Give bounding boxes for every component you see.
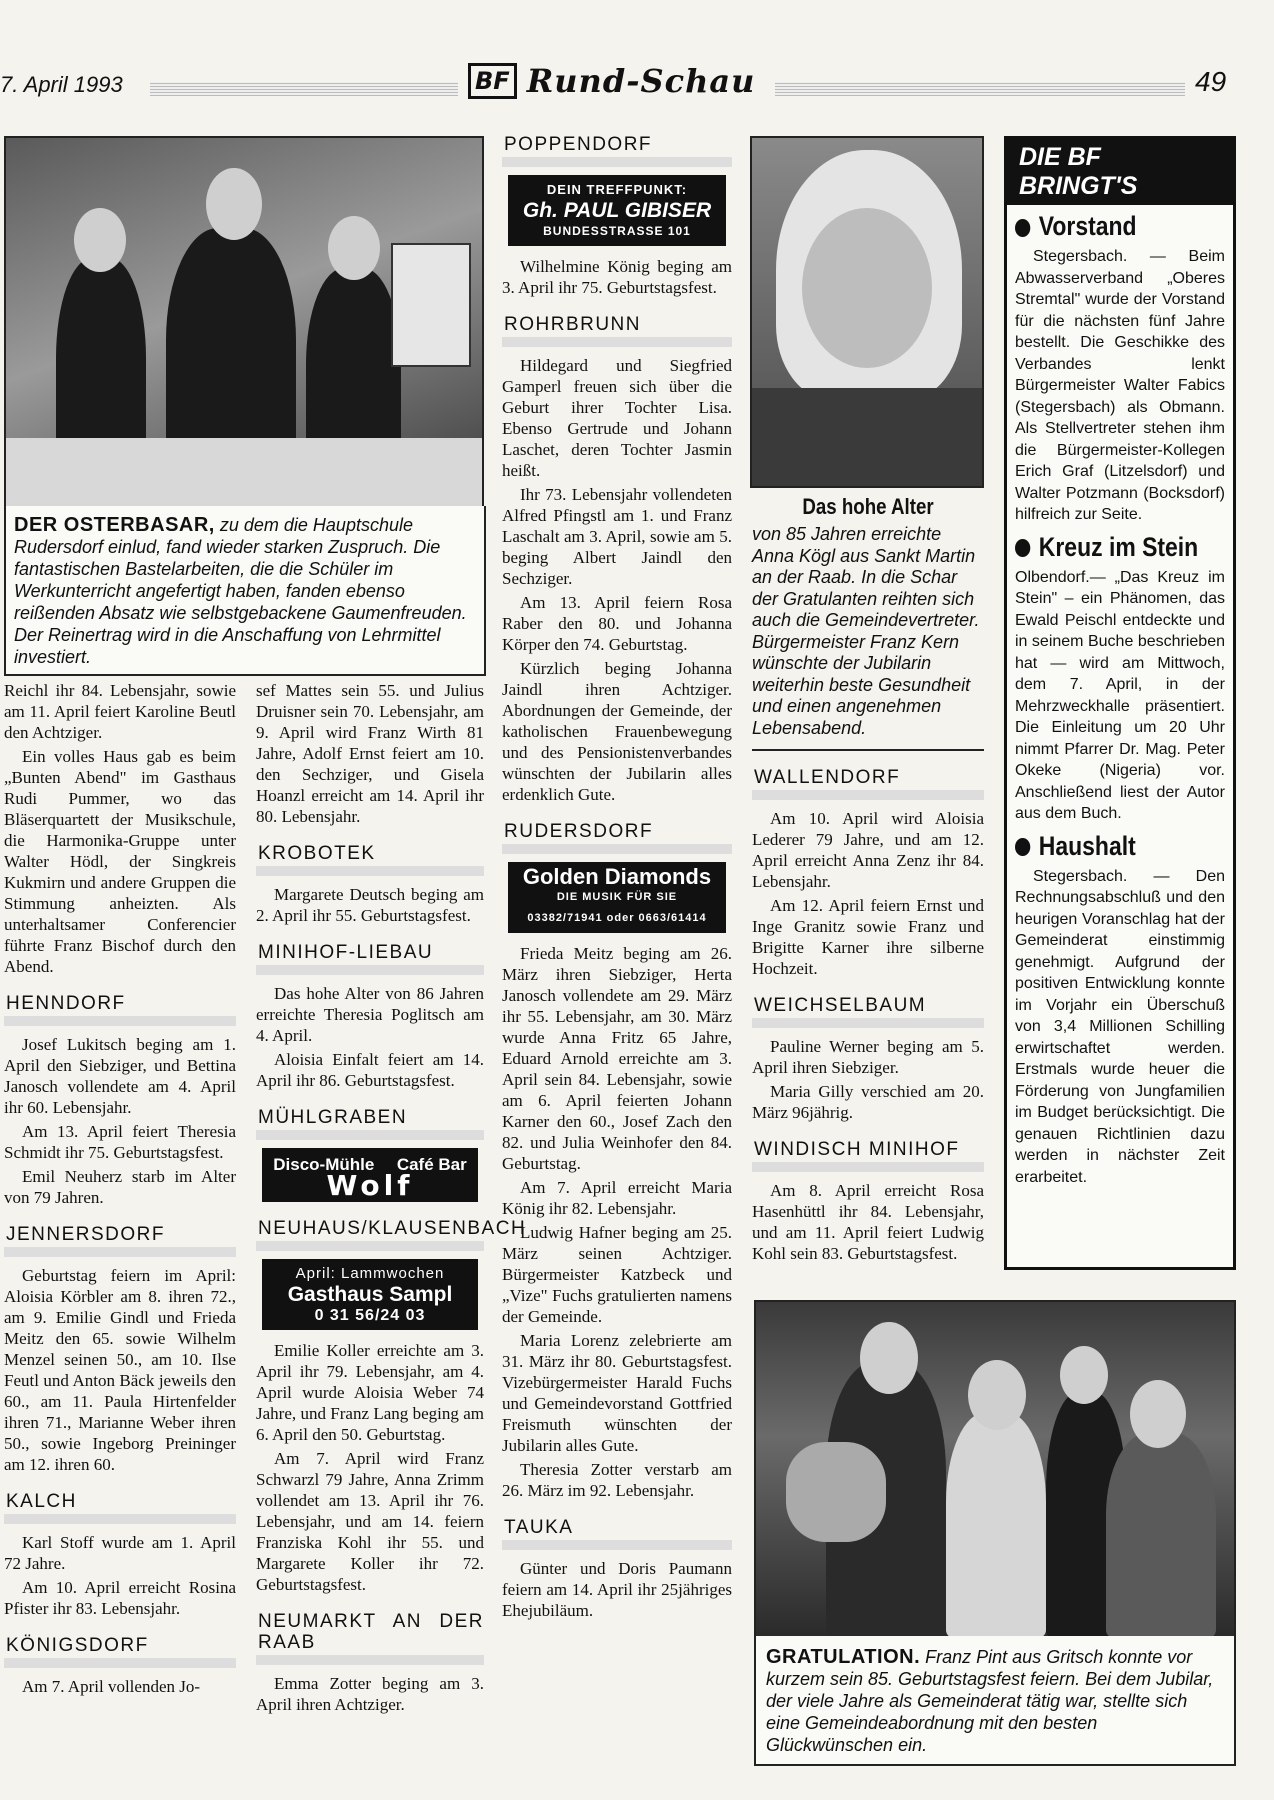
ad-gasthaus-sampl	[262, 1259, 478, 1330]
col3-paragraph: Ludwig Hafner beging am 25. März seinen Achtziger. Bürgermeister Katzbeck und „Vize" Fuchs gratulierten namens der Gemeinde.	[502, 1223, 732, 1326]
col1-paragraph: Emil Neuherz starb im Alter von 79 Jahren.	[4, 1167, 236, 1207]
col2-paragraph: Aloisia Einfalt feiert am 14. April ihr 86. Geburtstagsfest.	[256, 1050, 484, 1090]
column-1	[4, 680, 236, 1700]
col4-paragraph: Am 12. April feiern Ernst und Inge Granitz sowie Franz und Brigitte Karner ihre silberne Hochzeit.	[752, 896, 984, 978]
col2-paragraph: Emilie Koller erreichte am 3. April ihr 79. Lebensjahr, am 4. April wurde Aloisia Weber 74 Jahre, und Franz Lang beging am 6. April den 50. Geburtstag.	[256, 1341, 484, 1444]
column-2	[256, 680, 527, 1718]
section-heading-wallendorf: WALLENDORF	[752, 761, 984, 800]
photo-title: Das hohe Alter	[802, 494, 934, 519]
sidebar-title: DIE BF BRINGT'S	[1007, 139, 1233, 205]
bullet-icon	[1015, 539, 1030, 557]
ad-line: April: Lammwochen	[295, 1265, 445, 1282]
sidebar-paragraph: Stegersbach. — Beim Abwasserverband „Oberes Stremtal" wurde der Vorstand für die nächsten fünf Jahre bestellt. Die Geschikke des Verbandes lenkt Bürgermeister Walter Fabics (Stegersbach) als Obmann. Als Stellvertreter stehen ihm die Bürgermeister-Kollegen Erich Graf (Litzelsdorf) und Walter Potzmann (Bocksdorf) hilfreich zur Seite.	[1015, 248, 1225, 523]
ad-line: Wolf	[326, 1169, 414, 1202]
col3-paragraph: Maria Lorenz zelebrierte am 31. März ihr 80. Geburtstagsfest. Vizebürgermeister Harald Fuchs und Gemeindevorstand Gottfried Freismuth wünschten der Jubilarin alles Gute.	[502, 1331, 732, 1455]
header-rule-left	[150, 82, 458, 96]
col3-paragraph: Kürzlich beging Johanna Jaindl ihren Achtziger. Abordnungen der Gemeinde, der katholischen Frauenbewegung und des Pensionistenverbandes wünschten der Jubilarin alles erdenklich Gute.	[502, 659, 732, 804]
photo-gratulation-caption	[754, 1636, 1236, 1766]
divider	[752, 749, 984, 751]
col1-paragraph: Karl Stoff wurde am 1. April 72 Jahre.	[4, 1533, 236, 1573]
ad-line: BUNDESSTRASSE 101	[543, 224, 691, 238]
col2-paragraph: Margarete Deutsch beging am 2. April ihr 55. Geburtstagsfest.	[256, 885, 484, 925]
sidebar-paragraph: Stegersbach. — Den Rechnungsabschluß und den heurigen Voranschlag hat der Gemeinderat einstimmig genehmigt. Aufgrund der positiven Entwicklung konnte im Vorjahr ein Überschuß von 3,4 Millionen Schilling erwirtschaftet werden. Erstmals wurde heuer die Förderung von Jungfamilien im Budget berücksichtigt. Die genauen Richtlinien dazu werden in nächster Zeit erarbeitet.	[1015, 867, 1225, 1186]
bullet-icon	[1015, 219, 1030, 237]
section-heading-poppendorf: POPPENDORF	[502, 128, 732, 167]
col3-paragraph: Wilhelmine König beging am 3. April ihr 75. Geburtstagsfest.	[502, 257, 732, 297]
photo-caption: von 85 Jahren erreichte Anna Kögl aus Sankt Martin an der Raab. In die Schar der Gratulanten reihten sich auch die Gemeindevertreter. Bürgermeister Franz Kern wünschte der Jubilarin weiterhin beste Gesundheit und einen angenehmen Lebensabend.	[752, 524, 980, 738]
ad-line: DEIN TREFFPUNKT:	[546, 182, 688, 197]
col1-paragraph: Geburtstag feiern im April: Aloisia Körbler am 8. ihren 72., am 9. Emilie Gindl und Frieda Meitz den 65. sowie Wilhelm Menzel seinen 50., am 10. Ilse Feutl und Anton Bäck jeweils den 60., am 11. Paula Hirtenfelder ihren 71., Marianne Weber ihren 50., sowie Ingeborg Preininger am 12. ihren 60.	[4, 1266, 236, 1474]
masthead-logo	[468, 62, 755, 100]
col1-paragraph: Am 13. April feiert Theresia Schmidt ihr 75. Geburtstagsfest.	[4, 1122, 236, 1162]
col2-paragraph: Emma Zotter beging am 3. April ihren Achtziger.	[256, 1674, 484, 1714]
ad-line: Gasthaus Sampl	[287, 1283, 453, 1306]
section-heading-tauka: TAUKA	[502, 1511, 732, 1550]
section-heading-minihof-liebau: MINIHOF-LIEBAU	[256, 936, 484, 975]
sidebar-bf-bringts	[1004, 136, 1236, 1270]
caption-lead: GRATULATION.	[766, 1646, 921, 1668]
col3-paragraph: Am 7. April erreicht Maria König ihr 82. Lebensjahr.	[502, 1178, 732, 1218]
sidebar-heading: Vorstand	[1015, 211, 1200, 242]
col2-paragraph: sef Mattes sein 55. und Julius Druisner sein 70. Lebensjahr, am 9. April wird Franz Wirth 81 Jahre, Adolf Ernst feiert am 10. den Sechziger, und Gisela Hoanzl erreicht am 14. April ihr 80. Lebensjahr.	[256, 681, 484, 826]
col3-paragraph: Ihr 73. Lebensjahr vollendeten Alfred Pfingstl am 1. und Franz Laschalt am 3. April, sowie am 5. beging Albert Jaindl den Sechziger.	[502, 485, 732, 588]
photo-anna-koegl	[750, 136, 984, 488]
section-heading-rohrbrunn: ROHRBRUNN	[502, 308, 732, 347]
sidebar-heading: Kreuz im Stein	[1015, 532, 1200, 563]
ad-line: Disco-Mühle	[273, 1155, 375, 1174]
photo-gratulation	[754, 1300, 1236, 1640]
logo-title: Rund-Schau	[526, 62, 756, 100]
bullet-icon	[1015, 838, 1030, 856]
caption-lead: DER OSTERBASAR,	[14, 514, 215, 536]
issue-date: 7. April 1993	[0, 72, 123, 97]
col3-paragraph: Frieda Meitz beging am 26. März ihren Siebziger, Herta Janosch vollendete am 29. März ihr 55. Lebensjahr, am 30. März wurde Anna Fritz 65 Jahre, Eduard Arnold erreichte am 3. April sein 84. Lebensjahr, sowie am 6. April feierten Johann Karner den 60., Josef Zach den 82. und Julia Weinhofer den 84. Geburtstag.	[502, 944, 732, 1173]
ad-line: 0 31 56/24 03	[314, 1307, 426, 1324]
ad-line: 03382/71941 oder 0663/61414	[527, 912, 707, 924]
section-heading-henndorf: HENNDORF	[4, 987, 236, 1026]
sidebar-paragraph: Olbendorf.— „Das Kreuz im Stein" – ein Phänomen, das Ewald Peischl entdeckte und in seinem Buche beschrieben hat — wird am Mittwoch, dem 7. April, in der Mehrzweckhalle präsentiert. Die Einleitung um 20 Uhr nimmt Pfarrer Dr. Mag. Peter Okeke (Nigeria) vor. Anschließend liest der Autor aus dem Buch.	[1015, 568, 1225, 822]
section-heading-muehlgraben: MÜHLGRABEN	[256, 1101, 484, 1140]
section-heading-jennersdorf: JENNERSDORF	[4, 1218, 236, 1257]
ad-line: DIE MUSIK FÜR SIE	[556, 891, 678, 903]
col1-paragraph: Am 7. April vollenden Jo-	[22, 1677, 201, 1696]
col4-paragraph: Pauline Werner beging am 5. April ihren Siebziger.	[752, 1037, 984, 1077]
section-heading-weichselbaum: WEICHSELBAUM	[752, 989, 984, 1028]
col3-paragraph: Am 13. April feiern Rosa Raber den 80. und Johanna Körper den 74. Geburtstag.	[502, 593, 732, 654]
ad-golden-diamonds	[508, 862, 726, 933]
col2-paragraph: Am 7. April wird Franz Schwarzl 79 Jahre, Anna Zrimm vollendet am 13. April ihr 76. Lebensjahr, und am 14. feiern Franziska Kohl ihr 55. und Margarete Koller ihr 72. Geburtstagsfest.	[256, 1449, 484, 1594]
ad-line: Golden Diamonds	[522, 864, 712, 889]
col3-paragraph: Günter und Doris Paumann feiern am 14. April ihr 25jähriges Ehejubiläum.	[502, 1559, 732, 1620]
col4-paragraph: Am 8. April erreicht Rosa Hasenhüttl ihr 84. Lebensjahr, und am 11. April feiert Ludwig Kohl sein 83. Geburtstagsfest.	[752, 1181, 984, 1263]
ad-disco-muehle	[262, 1148, 478, 1202]
ad-paul-gibiser	[508, 175, 726, 246]
col4-paragraph: Am 10. April wird Aloisia Lederer 79 Jahre, und am 12. April erreicht Anna Zenz ihr 84. Lebensjahr.	[752, 809, 984, 891]
header-rule-right	[775, 82, 1185, 96]
photo-osterbasar-caption	[4, 506, 486, 676]
col2-paragraph: Das hohe Alter von 86 Jahren erreichte Theresia Poglitsch am 4. April.	[256, 984, 484, 1045]
sidebar-heading: Haushalt	[1015, 831, 1200, 862]
col3-paragraph: Theresia Zotter verstarb am 26. März im 92. Lebensjahr.	[502, 1460, 732, 1500]
ad-line: Café Bar	[396, 1155, 467, 1174]
col1-paragraph: Josef Lukitsch beging am 1. April den Siebziger, und Bettina Janosch vollendete am 4. April ihr 60. Lebensjahr.	[4, 1035, 236, 1117]
column-3	[502, 128, 732, 1624]
section-heading-windisch-minihof: WINDISCH MINIHOF	[752, 1133, 984, 1172]
caption-text: zu dem die Hauptschule Rudersdorf einlud, fand wieder starken Zuspruch. Die fantastischen Bastelarbeiten, die die Schüler im Werkunterricht angefertigt haben, fanden ebenso reißenden Absatz wie selbstgebackene Gaumenfreuden. Der Reinertrag wird in die Anschaffung von Lehrmittel investiert.	[14, 515, 467, 667]
col1-paragraph: Ein volles Haus gab es beim „Bunten Abend" im Gasthaus Rudi Pummer, wo das Bläserquartett der Musikschule, die Harmonika-Gruppe unter Walter Hödl, der Singkreis Kukmirn und andere Gruppen die Stimmung anheizten. Als unterhaltsamer Conferencier führte Franz Bischof durch den Abend.	[4, 747, 236, 976]
page-number: 49	[1195, 66, 1227, 97]
section-heading-neumarkt: NEUMARKT AN DER RAAB	[256, 1605, 484, 1665]
section-heading-kalch: KALCH	[4, 1485, 236, 1524]
col4-paragraph: Maria Gilly verschied am 20. März 96jährig.	[752, 1082, 984, 1122]
col1-paragraph: Reichl ihr 84. Lebensjahr, sowie am 11. April feiert Karoline Beutl den Achtziger.	[4, 681, 236, 742]
column-4	[752, 494, 984, 1267]
section-heading-koenigsdorf: KÖNIGSDORF	[4, 1629, 236, 1668]
photo-osterbasar	[4, 136, 484, 508]
col1-paragraph: Am 10. April erreicht Rosina Pfister ihr 83. Lebensjahr.	[4, 1578, 236, 1618]
ad-line: Gh. PAUL GIBISER	[522, 199, 712, 222]
caption-text: Franz Pint aus Gritsch konnte vor kurzem sein 85. Geburtstagsfest feiern. Bei dem Jubilar, der viele Jahre als Gemeinderat tätig war, stellte sich eine Gemeindeabordnung mit den besten Glückwünschen ein.	[766, 1647, 1214, 1755]
section-heading-neuhaus: NEUHAUS/KLAUSENBACH	[256, 1212, 484, 1251]
section-heading-krobotek: KROBOTEK	[256, 837, 484, 876]
col3-paragraph: Hildegard und Siegfried Gamperl freuen sich über die Geburt ihrer Tochter Lisa. Ebenso Gertrude und Johann Laschet, deren Tochter Jasmin heißt.	[502, 356, 732, 480]
logo-bf: BF	[468, 63, 517, 99]
section-heading-rudersdorf: RUDERSDORF	[502, 815, 732, 854]
